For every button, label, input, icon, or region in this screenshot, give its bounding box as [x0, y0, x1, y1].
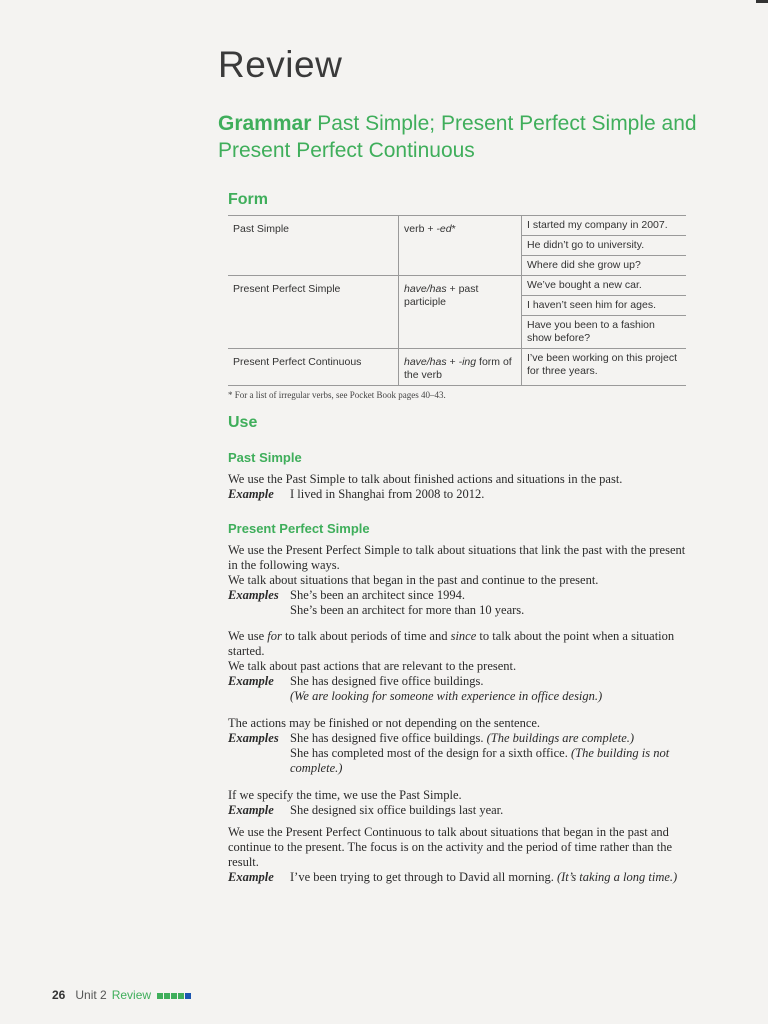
pps-block-2 — [228, 629, 688, 704]
form-part: * — [451, 223, 456, 235]
page-footer — [52, 988, 192, 1002]
grammar-label: Grammar — [218, 112, 312, 135]
example-note: (It’s taking a long time.) — [556, 870, 678, 884]
page-number: 26 — [52, 988, 66, 1002]
example-cell: Have you been to a fashion show before? — [522, 316, 687, 349]
example-text: She’s been an architect since 1994. — [290, 588, 465, 602]
form-part: -ing — [458, 356, 477, 368]
past-simple-heading: Past Simple — [228, 450, 302, 465]
pps-p2-for: for — [267, 629, 282, 643]
example-text: I lived in Shanghai from 2008 to 2012. — [290, 487, 485, 501]
pps-p5: If we specify the time, we use the Past Simple. — [228, 788, 462, 802]
example-text: She designed six office buildings last year. — [290, 803, 504, 817]
footer-section: Review — [111, 988, 152, 1002]
example-text: She’s been an architect for more than 10 years. — [290, 603, 525, 617]
form-part: verb + — [404, 223, 437, 235]
grammar-heading — [218, 110, 708, 164]
example-text: She has completed most of the design for a sixth office. — [290, 746, 571, 760]
form-part: + — [446, 356, 459, 368]
pps-p2-a: We use — [228, 629, 268, 643]
corner-mark — [756, 0, 768, 3]
pps-block-3 — [228, 716, 688, 776]
pps-block-4 — [228, 788, 688, 818]
form-cell — [399, 276, 522, 349]
form-part: have/has — [404, 283, 447, 295]
grammar-topic: Past Simple; Present Perfect Simple and Present Perfect Continuous — [218, 112, 697, 162]
form-cell — [399, 349, 522, 386]
ppc-example-row — [228, 870, 688, 885]
example-body — [290, 731, 688, 746]
table-row — [228, 216, 686, 236]
example-note: (The building is not complete.) — [290, 746, 670, 775]
example-note: (The buildings are complete.) — [486, 731, 635, 745]
form-table-body — [228, 216, 686, 386]
example-cell: I started my company in 2007. — [522, 216, 687, 236]
example-note-text: (We are looking for someone with experience in office design.) — [290, 689, 603, 703]
pps-p1: We talk about situations that began in the past and continue to the present. — [228, 573, 599, 587]
form-table — [228, 215, 686, 386]
form-heading: Form — [228, 191, 268, 208]
example-label: Example — [228, 487, 274, 501]
footnote: * For a list of irregular verbs, see Pocket Book pages 40–43. — [228, 390, 446, 400]
pps-p2 — [228, 629, 688, 659]
pps-p3-example-row — [228, 674, 688, 689]
tense-cell: Present Perfect Simple — [228, 276, 399, 349]
progress-square — [164, 993, 170, 999]
tense-cell: Past Simple — [228, 216, 399, 276]
progress-square — [171, 993, 177, 999]
progress-square — [178, 993, 184, 999]
progress-square — [157, 993, 163, 999]
footer-unit: Unit 2 — [75, 988, 107, 1002]
present-perfect-simple-heading: Present Perfect Simple — [228, 521, 370, 536]
pps-intro: We use the Present Perfect Simple to talk about situations that link the past with the present in the following ways. — [228, 543, 686, 572]
pps-p2-since: since — [450, 629, 477, 643]
ppc-block — [228, 825, 688, 885]
example-label: Example — [228, 674, 274, 688]
form-part: form of the verb — [404, 356, 512, 381]
example-line — [228, 746, 688, 776]
footer-progress-squares — [157, 988, 192, 1002]
examples-label: Examples — [228, 588, 279, 602]
pps-p3: We talk about past actions that are relevant to the present. — [228, 659, 517, 673]
table-row — [228, 349, 686, 386]
example-cell: He didn’t go to university. — [522, 236, 687, 256]
pps-p2-c: to talk about the point when a situation started. — [228, 629, 675, 658]
example-text: She has designed five office buildings. — [290, 731, 487, 745]
ppc-text: We use the Present Perfect Continuous to talk about situations that began in the past and continue to the present. The focus is on the activity and the period of time rather than the result. — [228, 825, 673, 869]
table-row — [228, 276, 686, 296]
pps-p5-example-row — [228, 803, 688, 818]
example-label: Example — [228, 870, 274, 884]
past-simple-example-row — [228, 487, 688, 502]
form-cell — [399, 216, 522, 276]
progress-square-current — [185, 993, 191, 999]
example-text: I’ve been trying to get through to David all morning. — [290, 870, 557, 884]
use-heading: Use — [228, 414, 258, 431]
past-simple-text: We use the Past Simple to talk about finished actions and situations in the past. — [228, 472, 623, 486]
pps-p4-example-row — [228, 731, 688, 746]
example-cell: I’ve been working on this project for three years. — [522, 349, 687, 386]
example-cell: I haven’t seen him for ages. — [522, 296, 687, 316]
pps-p1-example-row — [228, 588, 688, 603]
form-part: -ed — [436, 223, 452, 235]
page-title: Review — [218, 44, 343, 85]
form-part: + past participle — [404, 283, 479, 308]
pps-p2-b: to talk about periods of time and — [281, 629, 451, 643]
example-note — [228, 689, 688, 704]
example-text: She has designed five office buildings. — [290, 674, 484, 688]
form-part: have/has — [404, 356, 447, 368]
tense-cell: Present Perfect Continuous — [228, 349, 399, 386]
example-cell: Where did she grow up? — [522, 256, 687, 276]
pps-block-1 — [228, 543, 688, 618]
example-body — [290, 870, 688, 885]
pps-p4: The actions may be finished or not depending on the sentence. — [228, 716, 541, 730]
examples-label: Examples — [228, 731, 279, 745]
past-simple-block — [228, 472, 688, 502]
example-label: Example — [228, 803, 274, 817]
example-cell: We’ve bought a new car. — [522, 276, 687, 296]
